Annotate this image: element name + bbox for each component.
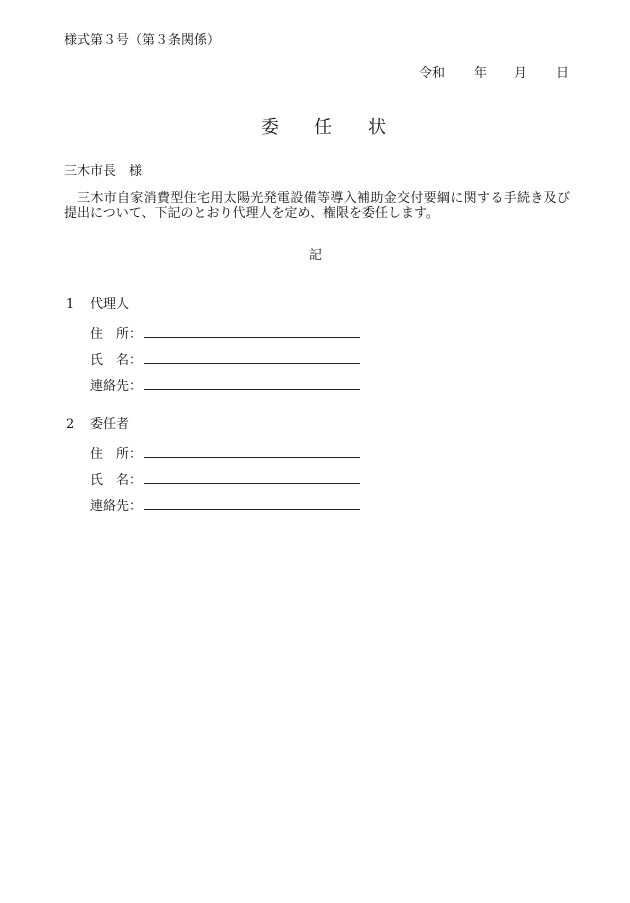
section-number: 1 <box>66 297 75 312</box>
page-title <box>0 117 630 142</box>
field-label: 連絡先： <box>90 379 143 394</box>
delegator-address-field[interactable] <box>90 443 360 462</box>
body-paragraph: 三木市自家消費型住宅用太陽光発電設備等導入補助金交付要綱に関する手続き及び提出について、下記のとおり代理人を定め、権限を委任します。 <box>64 191 570 221</box>
section-heading: 委任者 <box>90 417 130 432</box>
addressee: 三木市長 様 <box>64 164 143 179</box>
agent-name-field[interactable] <box>90 349 360 368</box>
ki-heading: 記 <box>309 248 323 263</box>
field-label: 氏 名： <box>90 353 143 368</box>
date-month: 月 <box>514 66 528 81</box>
field-label: 連絡先： <box>90 499 143 514</box>
date-day: 日 <box>556 66 570 81</box>
delegator-contact-field[interactable] <box>90 495 360 514</box>
input-line[interactable] <box>144 457 360 458</box>
date-year: 年 <box>474 66 488 81</box>
input-line[interactable] <box>144 509 360 510</box>
input-line[interactable] <box>144 337 360 338</box>
section-heading: 代理人 <box>90 297 130 312</box>
agent-address-field[interactable] <box>90 323 360 342</box>
field-label: 氏 名： <box>90 473 143 488</box>
input-line[interactable] <box>144 363 360 364</box>
section-number: 2 <box>66 417 75 432</box>
field-label: 住 所： <box>90 327 143 342</box>
form-number: 様式第３号（第３条関係） <box>64 33 221 48</box>
agent-contact-field[interactable] <box>90 375 360 394</box>
delegator-name-field[interactable] <box>90 469 360 488</box>
date-era: 令和 <box>419 66 446 81</box>
input-line[interactable] <box>144 389 360 390</box>
title-char: 状 <box>368 117 386 138</box>
field-label: 住 所： <box>90 447 143 462</box>
input-line[interactable] <box>144 483 360 484</box>
title-char: 任 <box>314 117 332 138</box>
title-char: 委 <box>261 117 279 138</box>
